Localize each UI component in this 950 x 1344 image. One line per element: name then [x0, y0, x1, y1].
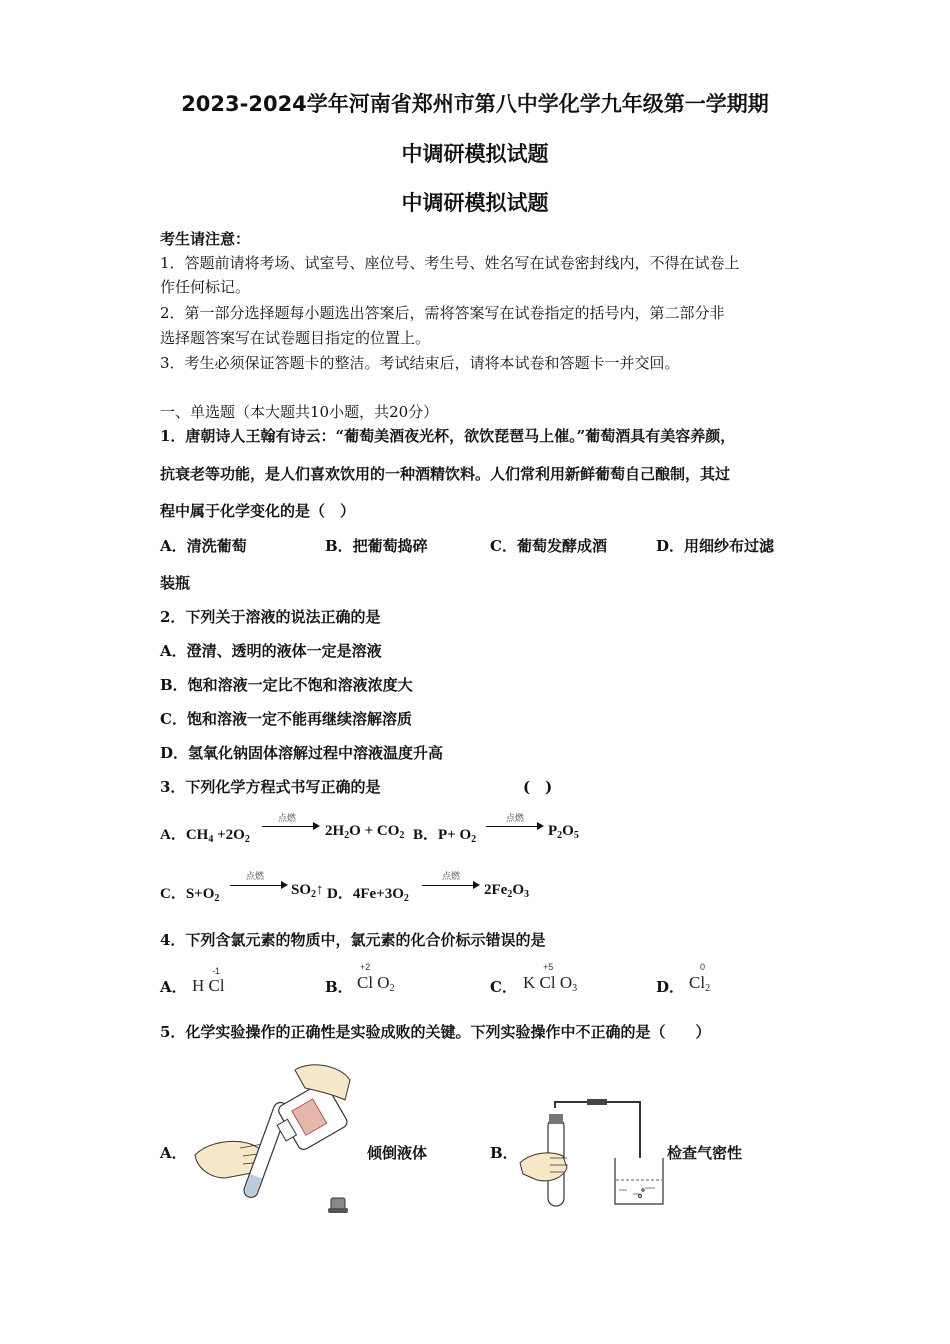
q4-option-c-formula: K Cl $O_3$: [523, 973, 578, 994]
page-title-line3: 中调研模拟试题: [401, 191, 549, 215]
q1-stem-line2: 抗衰老等功能，是人们喜欢饮用的一种酒精饮料。人们常利用新鲜葡萄自己酿制，其过: [160, 465, 731, 483]
q3-option-a-products: $2H_2O + CO_2$: [325, 823, 405, 841]
q2-option-b[interactable]: B．饱和溶液一定比不饱和溶液浓度大: [160, 676, 413, 694]
q2-option-d[interactable]: D．氢氧化钠固体溶解过程中溶液温度升高: [160, 744, 444, 762]
q3-option-a-arrow: [262, 826, 318, 827]
notice-heading: 考生请注意：: [160, 230, 251, 248]
q3-stem: 3．下列化学方程式书写正确的是: [160, 778, 381, 796]
q3-option-c-arrow: [230, 885, 286, 886]
q3-option-d[interactable]: D．$4Fe+3O_2$: [327, 886, 409, 904]
q4-option-b-label[interactable]: B．: [325, 978, 353, 996]
q1-stem-line1: 1．唐朝诗人王翰有诗云：“葡萄美酒夜光杯，欲饮琵琶马上催。”葡萄酒具有美容养颜，: [160, 427, 736, 445]
q4-option-d-formula: $Cl_2$: [689, 973, 711, 994]
q3-option-b[interactable]: B．$P+ O_2$: [413, 827, 477, 845]
q4-option-a-valence: -1: [212, 966, 221, 976]
q1-stem-line3: 程中属于化学变化的是（ ）: [160, 502, 356, 520]
notice-item2-line2: 选择题答案写在试卷题目指定的位置上。: [160, 329, 431, 347]
q3-option-b-condition: 点燃: [506, 814, 525, 824]
q3-option-d-products: $2Fe_2O_3$: [484, 882, 529, 900]
q3-option-c-products: $SO_2↑$: [291, 882, 324, 900]
q1-option-a[interactable]: A．清洗葡萄: [160, 537, 247, 555]
q4-option-a-label[interactable]: A．: [160, 978, 187, 996]
q2-option-a[interactable]: A．澄清、透明的液体一定是溶液: [160, 642, 382, 660]
pour-liquid-illustration: [185, 1060, 360, 1215]
q3-option-d-condition: 点燃: [442, 872, 461, 882]
q3-option-b-label: B．: [413, 827, 439, 843]
q3-option-a-condition: 点燃: [278, 814, 297, 824]
q3-option-b-products: $P_2O_5$: [548, 823, 579, 841]
q3-option-a[interactable]: A．$CH_4 +2O_2$: [160, 827, 250, 845]
q3-bracket: ( ): [523, 778, 553, 796]
q2-option-c[interactable]: C．饱和溶液一定不能再继续溶解溶质: [160, 710, 412, 728]
q4-option-a-formula: H Cl: [192, 976, 225, 995]
q4-option-b-valence: +2: [360, 962, 371, 972]
q4-option-c-label[interactable]: C．: [490, 978, 517, 996]
notice-item1-line2: 作任何标记。: [160, 278, 251, 296]
notice-item2-line1: 2．第一部分选择题每小题选出答案后，需将答案写在试卷指定的括号内，第二部分非: [160, 304, 725, 322]
q3-option-c-condition: 点燃: [246, 872, 265, 882]
q1-option-d-cont: 装瓶: [160, 574, 191, 592]
q4-option-d-label[interactable]: D．: [656, 978, 685, 996]
q5-option-b-text: 检查气密性: [667, 1144, 743, 1162]
q5-option-a-label[interactable]: A．: [160, 1144, 187, 1162]
section1-heading: 一、单选题（本大题共10小题，共20分）: [160, 403, 439, 421]
q5-option-b-label[interactable]: B．: [490, 1144, 518, 1162]
notice-item1-line1: 1．答题前请将考场、试室号、座位号、考生号、姓名写在试卷密封线内，不得在试卷上: [160, 254, 740, 272]
q1-option-d[interactable]: D．用细纱布过滤: [656, 537, 775, 555]
q3-option-a-label: A．: [160, 827, 186, 843]
notice-item3: 3．考生必须保证答题卡的整洁。考试结束后，请将本试卷和答题卡一并交回。: [160, 354, 680, 372]
q5-stem: 5．化学实验操作的正确性是实验成败的关键。下列实验操作中不正确的是（ ）: [160, 1023, 711, 1041]
q5-option-a-text: 倾倒液体: [367, 1144, 428, 1162]
q4-stem: 4．下列含氯元素的物质中，氯元素的化合价标示错误的是: [160, 931, 546, 949]
q1-option-c[interactable]: C．葡萄发酵成酒: [490, 537, 607, 555]
page-title-line2: 中调研模拟试题: [401, 142, 549, 166]
airtightness-check-illustration: [515, 1098, 665, 1210]
q3-option-b-arrow: [486, 826, 542, 827]
q3-option-c-label: C．: [160, 886, 186, 902]
q3-option-c[interactable]: C．$S+O_2$: [160, 886, 220, 904]
q1-option-b[interactable]: B．把葡萄捣碎: [325, 537, 428, 555]
q4-option-c-valence: +5: [543, 962, 554, 972]
q4-option-d-valence: 0: [700, 962, 706, 972]
q3-option-d-label: D．: [327, 886, 353, 902]
q4-option-b-formula: Cl $O_2$: [357, 973, 395, 994]
q3-option-d-arrow: [422, 885, 478, 886]
q2-stem: 2．下列关于溶液的说法正确的是: [160, 608, 381, 626]
page-title-line1: 2023-2024学年河南省郑州市第八中学化学九年级第一学期期: [181, 92, 769, 116]
